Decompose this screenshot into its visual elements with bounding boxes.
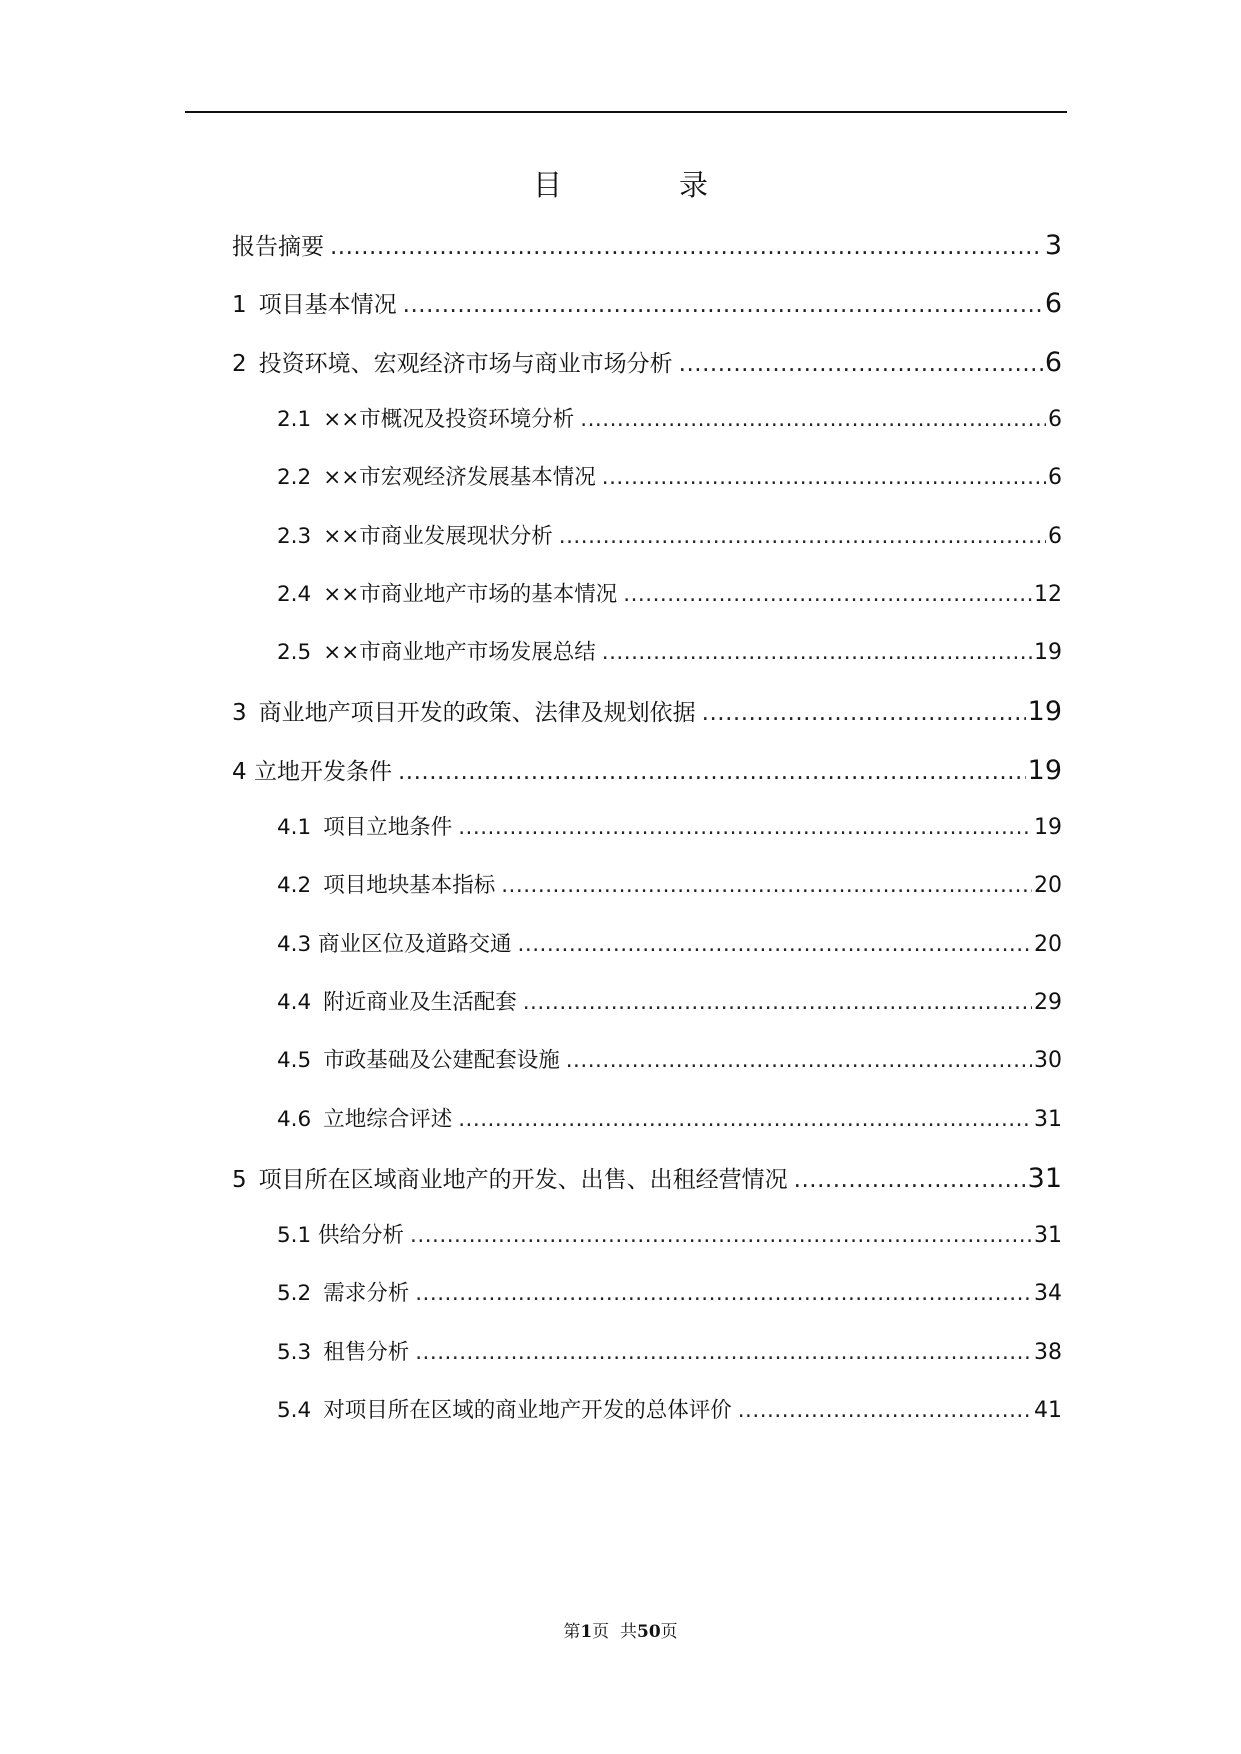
- footer-mid: 页 共: [592, 1622, 637, 1642]
- toc-entry-title: 项目立地条件: [323, 815, 453, 840]
- toc-entry-number: 1: [232, 292, 247, 319]
- toc-entry[interactable]: [277, 403, 1062, 437]
- footer-total-pages: 50: [636, 1622, 661, 1642]
- toc-entry-title: 报告摘要: [232, 234, 324, 260]
- toc-dot-leader: [679, 346, 1043, 382]
- toc-entry-number: 2.3: [277, 523, 312, 549]
- toc-entry-page-number: 30: [1034, 1048, 1062, 1074]
- toc-entry-number: 2: [232, 350, 247, 377]
- toc-entry-page-number: 19: [1027, 754, 1062, 786]
- footer-suffix: 页: [660, 1622, 678, 1642]
- toc-entry-number: 5.3: [277, 1339, 312, 1365]
- toc-entry[interactable]: [277, 520, 1062, 554]
- toc-entry[interactable]: [232, 1161, 1062, 1197]
- toc-entry-page-number: 19: [1027, 696, 1062, 728]
- toc-entry-title: 投资环境、宏观经济市场与商业市场分析: [258, 350, 673, 377]
- toc-entry-number: 4.2: [277, 873, 312, 899]
- toc-dot-leader: [794, 1162, 1026, 1198]
- toc-entry-title: 项目基本情况: [258, 292, 397, 319]
- toc-entry-number: 4.1: [277, 815, 312, 840]
- toc-entry[interactable]: [277, 928, 1062, 962]
- toc-dot-leader: [738, 1394, 1032, 1428]
- toc-entry-title: 项目地块基本指标: [323, 873, 496, 899]
- toc-entry-page-number: 19: [1034, 640, 1062, 666]
- page-footer: [0, 1620, 1241, 1644]
- toc-dot-leader: [702, 695, 1026, 731]
- toc-entry-number: 4.5: [277, 1048, 312, 1074]
- footer-current-page: 1: [580, 1622, 593, 1642]
- toc-entry[interactable]: [232, 286, 1062, 322]
- toc-entry-title: 项目所在区域商业地产的开发、出售、出租经营情况: [258, 1166, 788, 1193]
- toc-entry-page-number: 6: [1044, 288, 1062, 320]
- toc-dot-leader: [415, 1336, 1032, 1370]
- toc-dot-leader: [330, 229, 1043, 265]
- toc-entry[interactable]: [232, 228, 1062, 264]
- toc-entry-page-number: 6: [1044, 346, 1062, 378]
- toc-entry-page-number: 31: [1034, 1223, 1062, 1249]
- toc-dot-leader: [523, 986, 1032, 1020]
- toc-entry[interactable]: [277, 1394, 1062, 1428]
- toc-dot-leader: [501, 869, 1032, 903]
- toc-dot-leader: [566, 1044, 1032, 1078]
- toc-entry[interactable]: [277, 811, 1062, 845]
- toc-entry-title: ××市商业地产市场的基本情况: [323, 581, 618, 607]
- toc-entry-title: 立地综合评述: [323, 1106, 453, 1132]
- toc-entry-page-number: 38: [1034, 1339, 1062, 1365]
- header-rule: [185, 111, 1067, 113]
- toc-entry-title: 附近商业及生活配套: [323, 989, 517, 1015]
- toc-entry-page-number: 6: [1048, 406, 1062, 432]
- toc-dot-leader: [602, 461, 1046, 495]
- toc-dot-leader: [410, 1219, 1032, 1253]
- toc-dot-leader: [458, 811, 1032, 845]
- toc-entry-number: 5.2: [277, 1281, 312, 1307]
- toc-entry[interactable]: [277, 1103, 1062, 1137]
- toc-entry-number: 2.4: [277, 581, 312, 607]
- toc-dot-leader: [398, 754, 1026, 790]
- toc-entry-title: 4 立地开发条件: [232, 758, 392, 785]
- toc-entry-number: 4.4: [277, 989, 312, 1015]
- toc-entry-title: 4.3 商业区位及道路交通: [277, 931, 512, 957]
- toc-entry-number: 2.2: [277, 465, 312, 491]
- toc-entry-title: 租售分析: [323, 1339, 410, 1365]
- toc-entry-page-number: 31: [1027, 1162, 1062, 1194]
- toc-entry[interactable]: [232, 345, 1062, 381]
- toc-entry[interactable]: [232, 694, 1062, 730]
- toc-dot-leader: [458, 1103, 1032, 1137]
- toc-entry-title: ××市商业地产市场发展总结: [323, 640, 596, 666]
- toc-entry[interactable]: [277, 869, 1062, 903]
- toc-entry-page-number: 6: [1048, 523, 1062, 549]
- toc-entry[interactable]: [277, 1277, 1062, 1311]
- toc-entry-page-number: 12: [1034, 581, 1062, 607]
- toc-entry[interactable]: [232, 753, 1062, 789]
- toc-entry[interactable]: [277, 578, 1062, 612]
- toc-entry-page-number: 19: [1034, 815, 1062, 840]
- toc-entry-title: ××市宏观经济发展基本情况: [323, 465, 596, 491]
- toc-entry[interactable]: [277, 1219, 1062, 1253]
- toc-entry-title: 商业地产项目开发的政策、法律及规划依据: [258, 700, 696, 727]
- toc-dot-leader: [415, 1277, 1032, 1311]
- toc-dot-leader: [518, 928, 1032, 962]
- toc-dot-leader: [623, 578, 1032, 612]
- toc-entry[interactable]: [277, 636, 1062, 670]
- toc-entry-title: 对项目所在区域的商业地产开发的总体评价: [323, 1398, 732, 1423]
- toc-entry-number: 2.5: [277, 640, 312, 666]
- toc-dot-leader: [403, 287, 1043, 323]
- toc-entry[interactable]: [277, 986, 1062, 1020]
- toc-entry-page-number: 29: [1034, 989, 1062, 1015]
- toc-dot-leader: [580, 403, 1046, 437]
- toc-entry-title: 5.1 供给分析: [277, 1223, 405, 1249]
- toc-entry-page-number: 31: [1034, 1106, 1062, 1132]
- toc-entry-number: 2.1: [277, 406, 312, 432]
- toc-dot-leader: [559, 520, 1046, 554]
- toc-entry-title: ××市概况及投资环境分析: [323, 406, 575, 432]
- toc-entry[interactable]: [277, 461, 1062, 495]
- toc-entry-page-number: 41: [1034, 1398, 1062, 1423]
- toc-entry-title: ××市商业发展现状分析: [323, 523, 553, 549]
- toc-entry-number: 3: [232, 700, 247, 727]
- toc-entry[interactable]: [277, 1336, 1062, 1370]
- toc-entry-number: 5.4: [277, 1398, 312, 1423]
- toc-entry-page-number: 6: [1048, 465, 1062, 491]
- toc-entry-number: 4.6: [277, 1106, 312, 1132]
- toc-entry-page-number: 20: [1034, 931, 1062, 957]
- toc-entry-page-number: 20: [1034, 873, 1062, 899]
- footer-prefix: 第: [563, 1622, 581, 1642]
- toc-entry-page-number: 34: [1034, 1281, 1062, 1307]
- toc-entry-title: 需求分析: [323, 1281, 410, 1307]
- toc-entry-number: 5: [232, 1166, 247, 1193]
- toc-entry[interactable]: [277, 1044, 1062, 1078]
- toc-entry-title: 市政基础及公建配套设施: [323, 1048, 560, 1074]
- toc-dot-leader: [602, 636, 1032, 670]
- toc-entry-page-number: 3: [1044, 230, 1062, 261]
- page-title: 目 录: [532, 168, 752, 202]
